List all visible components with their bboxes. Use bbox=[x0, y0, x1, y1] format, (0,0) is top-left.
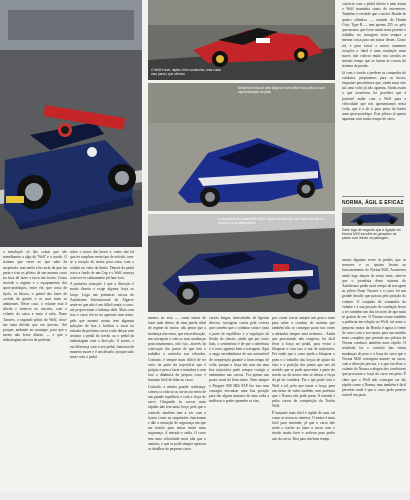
caption-middle: Nesta foto nota-se pela largura e pelo altura dos pneus a sua especialização na pista bbox=[238, 86, 325, 94]
text-column-1 bbox=[3, 250, 67, 490]
column-paragraph: curvas longas, intercaladas de ligeiras desvios, travagens curtas pela certeza que convém que o condutor sinta e sinta a parte de equilíbrio e a regulação da flexão do chassis, ainda que por outro lado, o sentimento é de que a aderência e o carro aguenta bem a travagem. Aqui a carga aerodinâmica de um automóvel de competição garante o bom tempo de volta, porque a força das asas em uma boa trajectória pode sempre corrigir o andamento nas curvas. Foi apenas um pouco mais de bom ritmo. Nem sempre o Peugeot 908 HDi FAP fez isso mas consegui encontrar uma boa posição para dar alguns minutos de uma volta a melhorar e poder aprender as vias. bbox=[209, 316, 269, 404]
photo-wolf-gb08-track bbox=[148, 214, 335, 312]
sidebar-caption: Sabe logo de seguida que a ligação do Norma M20 escolhe as gerações de pistas com linhas na paisagem. bbox=[342, 228, 401, 241]
text-column-5 bbox=[272, 316, 335, 490]
column-paragraph: Já com o travão a perdem os comandos do condutor, preparamos para as boxes, enquanto percebemos que, ainda mais este tal, uma volta já não aguenta. Ainda assim o que aconteceu foi perceber que é possível andar com o Wolf para a velocidade que nós apresentamos nesta volta, que é a de ir para perto do limite num sport-protótipo. Este pilotos já queria aguentar com muito tempo de carro. bbox=[342, 70, 406, 122]
sidebar-photo-norma bbox=[342, 207, 404, 226]
column-paragraph: É bastante mais fácil e rápido de usar, tal como se notou no anterior. O motor é mais fácil para entender, já que o carro não sente o travão ao fazer a curva com o travão muito forte e acelerar para poder sair da curva. Deu para um bom tempo. bbox=[272, 410, 335, 441]
column-paragraph: ensaio algumas vezes os pedais, que os sensores e os ajustes levam ao funcionamento do Norma M20. Aconteceu ainda logo depois do nosso teste, sabe-se que o jornalista deste sistema do Autódromo pediu mais tempo da travagem ao piloto Nuno Tavares e o carro foi um grande desafio que passou pela posição do volante. O conjunto de comandos do volante e a sua posição de condução levou a ser também um dos factores de que mais se gostou de ver. O Norma trouxe também a potência em relação ao Wolf, tal como o pequeno motor da Honda é agora à frente do carro com o seu motor para um modelo mais completo que permite aos pilotos da Norma conduzir também mais rápido. O resultado foi o controlo das várias mudanças de peso e a força do carro que o Norma M20 conseguiu manter na curva, com a direcção precisa, e o que faz disso o volante do Norma a alegria dos condutores que procuram a força do carro em pista. É claro que o Wolf não consegue ser tão rápido como o Norma, mas também é fácil perceber onde é que o carro pode parecer estável em pista. bbox=[342, 258, 406, 398]
photo-wolf-car-image bbox=[0, 0, 142, 247]
text-column-3 bbox=[148, 316, 206, 490]
sidebar-divider bbox=[342, 196, 404, 197]
page-footer bbox=[0, 492, 410, 500]
text-column-2 bbox=[70, 250, 134, 490]
photo-blue-car-track bbox=[148, 83, 335, 211]
column-paragraph: convicto com o pedal direito e nem assim o Wolf mantinha sinais de estremecer. Também é verdade que o motor Honda de quatro cilindros — oriundo do Honda Civic Type R — tem apenas 255 cv, pelo que mesmo que fosse muito mais potente o trabalho na travagem seria sempre a mesma coisa para um motor destes. Como tal, é para evitar o motor aumentar rotações o ideal é uma condução mais suave, não colocar muito nos cavalos ao mesmo tempo que se fazem as curvas do sistema de presão. bbox=[342, 2, 406, 69]
text-column-6 bbox=[342, 2, 406, 192]
sidebar-photo-image bbox=[342, 207, 404, 226]
photo-wolf-gb08-image bbox=[148, 214, 335, 312]
caption-bottom: A sequência de rodas Wolf GB08, aspeto de fórmula, está mais à frente na corrida e bom alinhamento bbox=[218, 217, 324, 225]
column-paragraph: sobre o ronco das boxes e, como não há que ter soupleze neste tipo de veículo, tem-se a rotação do motor para cima, com o rodado no valor do limite. Depois do pedal travo a fundo de um Cup e o Wolf começa a mover-se calmamente pit lane fora. bbox=[70, 250, 134, 281]
text-column-7 bbox=[342, 258, 406, 490]
column-paragraph: a simulação só das coisas que são semelhantes a algo do 'Wolf' e o travão. O sistema que serve ao que sabe da suspensão, mas então a luz atrás da que faz parte e traz os pilotos de um mesmo carro na hora de fazer a troca nas boxes. Como movido o regime e o equipamento dos sport-protótipos, entre ele, que coisa de tijolo, os blocos, o painel das luzes de corrida da gestão e as suas mais os ambientes. Neste caso, o volante está à direita e sente-se no encosto, com o volante da caixa e meio à mão. Nuno Tavares, o segundo piloto do Wolf, tirou-me uma dúvida que era preciso. Até porque, andando no arranque, para que o motor não fosse abaixo — e que a embraiagem não era de prolema. bbox=[3, 250, 67, 343]
column-paragraph: por conter travar sempre um pouco mais para saber a conduta do sistema que também não se consegue parar nos cones a abrandar sempre uma aventura... Ainda que procurando não exagerar, foi fácil levar a força no pedal, para evitar a bloquear e com isso a sair de trajectória. Foi então que o carro ajuda a bloquear o pneu e o trabalho das forças de ajuste do eixo e a posição dos pneus que nos dá sentido que se pode aproveitar a parte do travão ou do motor sem se deixar a força do pé do condutor. Fiz o que pude com o Wolf e tal, pelo que trazer a força, para um ritmo de subir também com potência que o Norma não pode parar. A entrada é pelos carros de competição do Troféu Wolf. bbox=[272, 316, 335, 409]
column-paragraph: A primeira sensação é que a direcção é muito directa e exige alguma força ao braço. Logo nas primeiras curvas do Autódromo Internacional do Algarve sente-se que não é um difícil sentir o carro, até proporcionar o balanço dele. Mais com isso o carro fez-se na aparente mas tenso, pelo que mesmo assim, tem algumas soluções de boa e facilitar a troca na entrada da próxima curva e não deixar sem arrastar o pedal do travão ou o pedal da embraiagem com a direcção. O motor, e em diferença com o seu pedal, funciona de maneira suave e é um desafio, porque tudo mexe com o pedal. bbox=[70, 282, 134, 360]
text-column-4 bbox=[209, 316, 269, 490]
photo-norma-red-car bbox=[148, 0, 335, 80]
column-paragraph: mentos no eixo — como temos de fazer tudo dentro de uma janela ideal de regime do motor, não pense que a mudança não entra, que em aceleração, nas travagens e com as suas mudanças posicionamentos, não isto, através da colocação dos pneus de que tem o trabalho a controlar nos rebordos. Contudo, é sempre mais difícil de ter certo na parte da trajectória que é própria e para a fazer a manobra e com isso a dinâmica do próprio carro é bastante fácil de lidar no carro. bbox=[148, 316, 206, 383]
sidebar-title: NORMA, ÁGIL E EFICAZ bbox=[342, 200, 404, 206]
photo-blue-car-image bbox=[148, 83, 335, 211]
photo-wolf-car-track bbox=[0, 0, 142, 247]
column-paragraph: Contudo, a minha grande confiança, começo a colocar as curvas no meio de um grande equilíbrio e com a força do carro. Chegando às curvas mais rápidas não tem tanta força, pelo que o controlo também tem a ver com a forma como as suspensões funcionam e dão a sensação de segurança em que me baseio para tentar sentir mais segurança. A entrada e saída. O carro tem uma velocidade mais alta que o anterior, e que se pode sempre apreciar os detalhes do pequeno carro. bbox=[148, 384, 206, 452]
caption-top-right: O Wolf é leve, rápido, bem construído, mas custa caro para o que oferece bbox=[151, 68, 221, 76]
